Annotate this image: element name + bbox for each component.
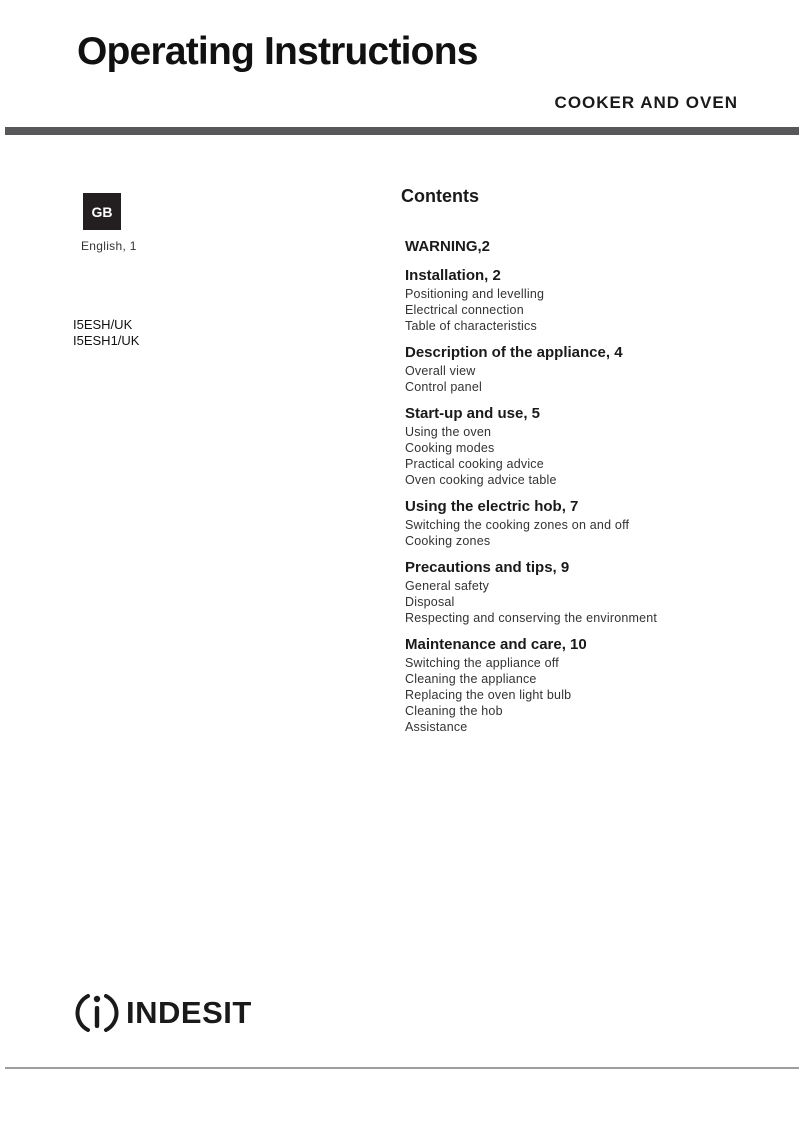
toc-heading: Using the electric hob, 7 — [405, 498, 579, 515]
contents-title: Contents — [401, 186, 479, 206]
toc-section — [405, 237, 785, 257]
toc-item: General safety — [405, 579, 490, 593]
toc-heading: WARNING,2 — [405, 238, 491, 255]
toc-item: Overall view — [405, 364, 476, 378]
toc-item: Electrical connection — [405, 303, 524, 317]
toc-item: Switching the appliance off — [405, 656, 559, 670]
toc-item: Oven cooking advice table — [405, 473, 557, 487]
header-divider — [5, 127, 799, 135]
indesit-logo-icon — [74, 990, 120, 1036]
toc-section — [405, 635, 785, 735]
brand-logo — [74, 990, 252, 1036]
toc-item: Respecting and conserving the environment — [405, 611, 658, 625]
toc-item: Positioning and levelling — [405, 287, 545, 301]
toc-section — [405, 404, 785, 488]
toc-heading: Installation, 2 — [405, 267, 501, 284]
toc-heading: Description of the appliance, 4 — [405, 344, 623, 361]
model-number: I5ESH/UK — [73, 317, 133, 332]
toc-section — [405, 266, 785, 334]
language-label: English, 1 — [81, 239, 137, 253]
toc-item: Cleaning the appliance — [405, 672, 537, 686]
toc-item: Disposal — [405, 595, 455, 609]
toc-item: Cooking modes — [405, 441, 495, 455]
toc-item: Practical cooking advice — [405, 457, 544, 471]
model-list — [73, 317, 139, 349]
toc-section — [405, 497, 785, 549]
model-number: I5ESH1/UK — [73, 333, 140, 348]
toc-heading: Start-up and use, 5 — [405, 405, 541, 422]
footer-divider — [5, 1067, 799, 1069]
document-subtitle: COOKER AND OVEN — [554, 93, 738, 112]
toc-heading: Maintenance and care, 10 — [405, 636, 587, 653]
brand-name: INDESIT — [126, 995, 252, 1030]
toc-item: Using the oven — [405, 425, 492, 439]
toc-item: Cleaning the hob — [405, 704, 503, 718]
toc-item: Replacing the oven light bulb — [405, 688, 572, 702]
table-of-contents — [405, 237, 785, 744]
toc-item: Assistance — [405, 720, 468, 734]
toc-item: Table of characteristics — [405, 319, 537, 333]
toc-section — [405, 558, 785, 626]
toc-section — [405, 343, 785, 395]
document-title: Operating Instructions — [77, 30, 478, 73]
toc-item: Cooking zones — [405, 534, 491, 548]
toc-item: Switching the cooking zones on and off — [405, 518, 630, 532]
toc-heading: Precautions and tips, 9 — [405, 559, 570, 576]
language-badge: GB — [83, 193, 121, 230]
toc-item: Control panel — [405, 380, 482, 394]
